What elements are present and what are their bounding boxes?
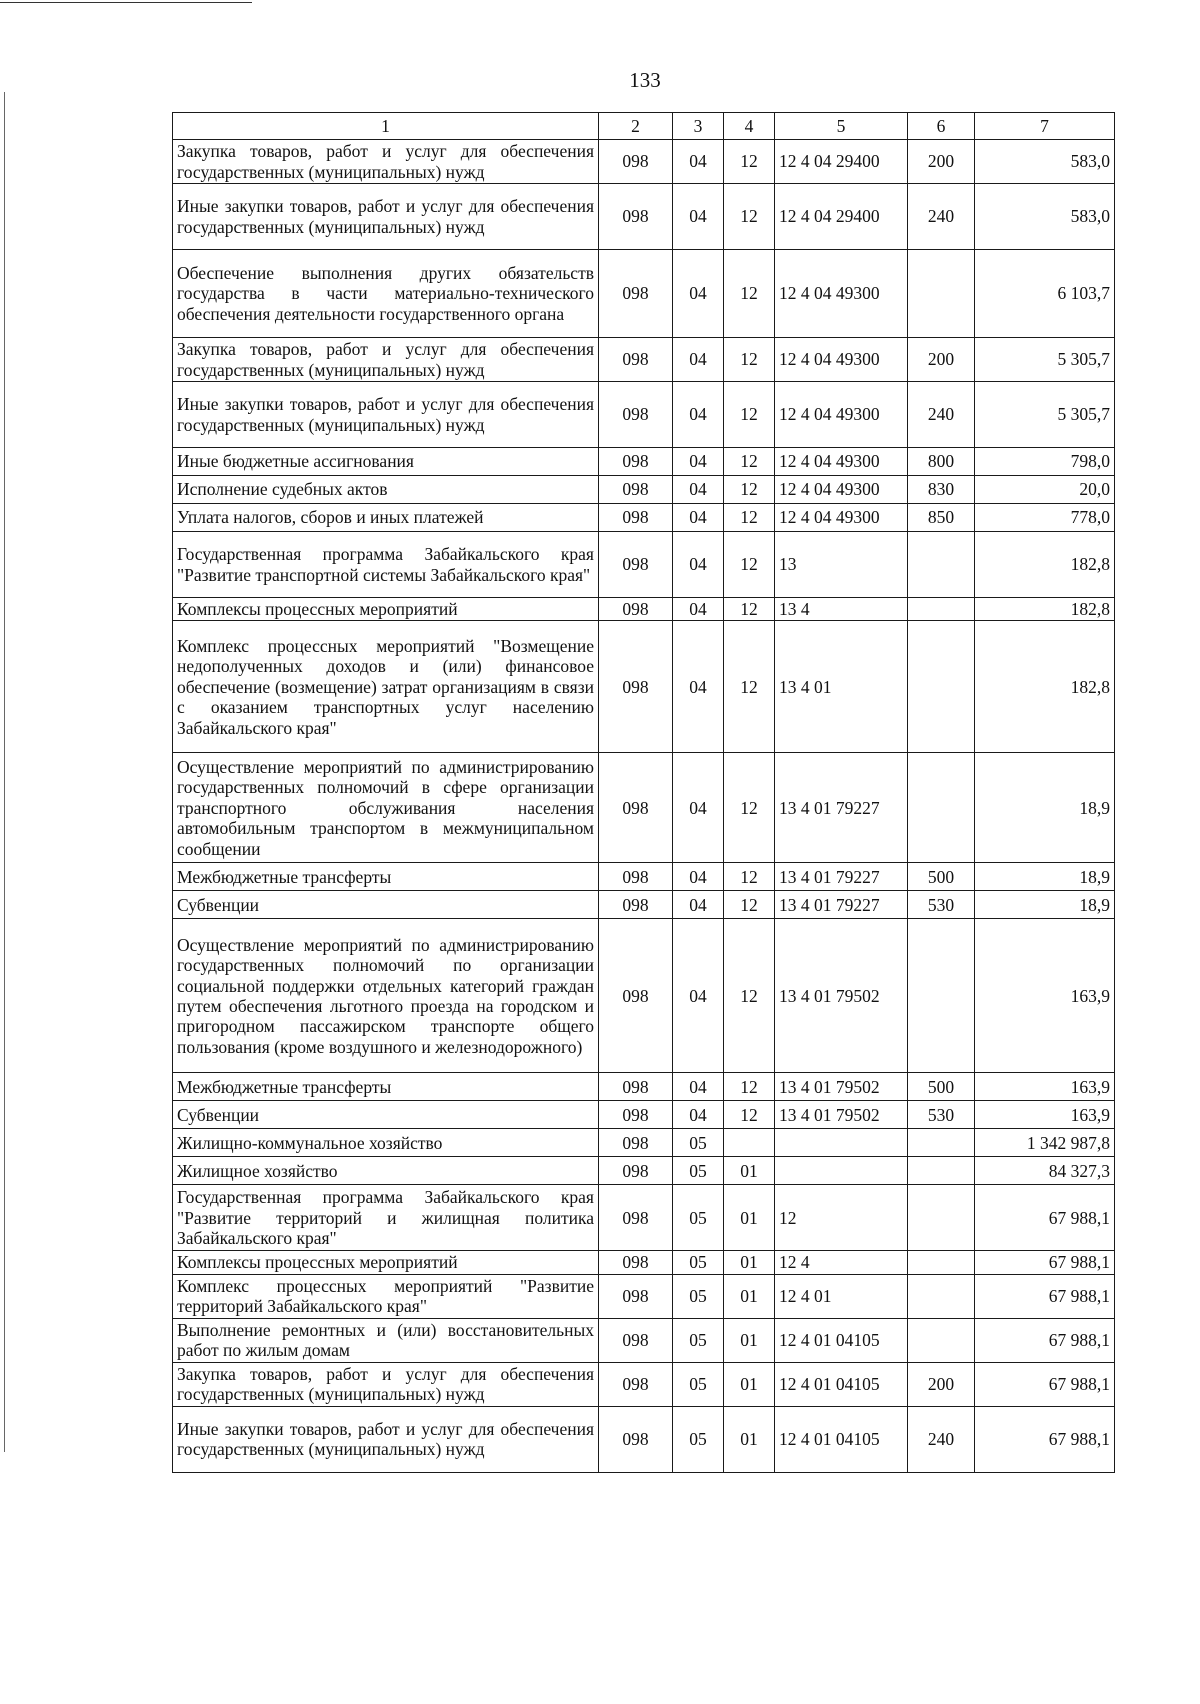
header-row (173, 113, 1115, 140)
subsection-code: 01 (724, 1318, 775, 1362)
admin-code: 098 (599, 532, 673, 598)
admin-code: 098 (599, 476, 673, 504)
subsection-code: 01 (724, 1157, 775, 1185)
admin-code: 098 (599, 1406, 673, 1472)
section-code: 04 (673, 863, 724, 891)
table-row (173, 1073, 1115, 1101)
subsection-code: 01 (724, 1274, 775, 1318)
target-article-code: 13 4 01 79227 (775, 863, 908, 891)
item-name: Уплата налогов, сборов и иных платежей (173, 504, 599, 532)
expense-type-code: 850 (908, 504, 975, 532)
section-code: 04 (673, 448, 724, 476)
subsection-code: 12 (724, 1101, 775, 1129)
table-row (173, 1101, 1115, 1129)
target-article-code: 12 4 04 49300 (775, 338, 908, 382)
expense-type-code: 200 (908, 1362, 975, 1406)
expense-type-code (908, 250, 975, 338)
item-name: Государственная программа Забайкальского края "Развитие транспортной системы Забайкальского края" (173, 532, 599, 598)
amount: 182,8 (975, 621, 1115, 753)
table-row (173, 476, 1115, 504)
admin-code: 098 (599, 753, 673, 863)
section-code: 04 (673, 382, 724, 448)
subsection-code: 12 (724, 863, 775, 891)
table-row (173, 1185, 1115, 1251)
expense-type-code (908, 1251, 975, 1274)
table-row (173, 598, 1115, 621)
table-row (173, 621, 1115, 753)
table-row (173, 1318, 1115, 1362)
target-article-code: 12 4 01 04105 (775, 1406, 908, 1472)
section-code: 04 (673, 184, 724, 250)
subsection-code: 12 (724, 338, 775, 382)
subsection-code: 12 (724, 448, 775, 476)
table-header (173, 113, 1115, 140)
subsection-code: 01 (724, 1185, 775, 1251)
admin-code: 098 (599, 1274, 673, 1318)
section-code: 05 (673, 1251, 724, 1274)
item-name: Осуществление мероприятий по администрированию государственных полномочий по организации социальной поддержки отдельных категорий граждан путем обеспечения льготного проезда на городском и пригородном пассажирском транспорте общего пользования (кроме воздушного и железнодорожного) (173, 919, 599, 1073)
section-code: 05 (673, 1362, 724, 1406)
item-name: Комплекс процессных мероприятий "Возмещение недополученных доходов и (или) финансовое обеспечение (возмещение) затрат организациям в связи с оказанием транспортных услуг населению Забайкальского края" (173, 621, 599, 753)
section-code: 05 (673, 1129, 724, 1157)
header-col-5: 5 (775, 113, 908, 140)
section-code: 04 (673, 532, 724, 598)
header-col-7: 7 (975, 113, 1115, 140)
table-row (173, 250, 1115, 338)
section-code: 05 (673, 1406, 724, 1472)
section-code: 04 (673, 621, 724, 753)
item-name: Иные закупки товаров, работ и услуг для обеспечения государственных (муниципальных) нужд (173, 1406, 599, 1472)
section-code: 05 (673, 1318, 724, 1362)
amount: 20,0 (975, 476, 1115, 504)
scan-margin-line (4, 92, 5, 1452)
target-article-code: 12 4 04 49300 (775, 382, 908, 448)
subsection-code: 01 (724, 1362, 775, 1406)
item-name: Субвенции (173, 891, 599, 919)
item-name: Межбюджетные трансферты (173, 863, 599, 891)
item-name: Выполнение ремонтных и (или) восстановительных работ по жилым домам (173, 1318, 599, 1362)
table-row (173, 919, 1115, 1073)
expense-type-code: 800 (908, 448, 975, 476)
amount: 18,9 (975, 753, 1115, 863)
table-row (173, 338, 1115, 382)
item-name: Комплекс процессных мероприятий "Развитие территорий Забайкальского края" (173, 1274, 599, 1318)
section-code: 04 (673, 338, 724, 382)
section-code: 05 (673, 1185, 724, 1251)
target-article-code: 13 (775, 532, 908, 598)
expense-type-code (908, 621, 975, 753)
item-name: Осуществление мероприятий по администрированию государственных полномочий в сфере организации транспортного обслуживания населения автомобильным транспортом в межмуниципальном сообщении (173, 753, 599, 863)
target-article-code: 12 4 01 04105 (775, 1318, 908, 1362)
expense-type-code (908, 1274, 975, 1318)
section-code: 04 (673, 598, 724, 621)
subsection-code: 12 (724, 504, 775, 532)
subsection-code: 12 (724, 140, 775, 184)
target-article-code: 13 4 01 79227 (775, 753, 908, 863)
table-body (173, 140, 1115, 1473)
admin-code: 098 (599, 250, 673, 338)
amount: 583,0 (975, 184, 1115, 250)
target-article-code: 12 4 04 49300 (775, 504, 908, 532)
amount: 1 342 987,8 (975, 1129, 1115, 1157)
subsection-code: 12 (724, 250, 775, 338)
item-name: Межбюджетные трансферты (173, 1073, 599, 1101)
amount: 182,8 (975, 532, 1115, 598)
admin-code: 098 (599, 382, 673, 448)
section-code: 04 (673, 476, 724, 504)
item-name: Государственная программа Забайкальского края "Развитие территорий и жилищная политика Забайкальского края" (173, 1185, 599, 1251)
subsection-code: 12 (724, 532, 775, 598)
header-col-6: 6 (908, 113, 975, 140)
section-code: 04 (673, 1101, 724, 1129)
section-code: 04 (673, 919, 724, 1073)
item-name: Иные бюджетные ассигнования (173, 448, 599, 476)
amount: 6 103,7 (975, 250, 1115, 338)
amount: 778,0 (975, 504, 1115, 532)
target-article-code: 12 4 04 49300 (775, 250, 908, 338)
admin-code: 098 (599, 621, 673, 753)
subsection-code: 12 (724, 891, 775, 919)
table-row (173, 532, 1115, 598)
admin-code: 098 (599, 448, 673, 476)
table-row (173, 1129, 1115, 1157)
item-name: Обеспечение выполнения других обязательств государства в части материально-технического обеспечения деятельности государственного органа (173, 250, 599, 338)
expense-type-code: 240 (908, 184, 975, 250)
expense-type-code: 240 (908, 382, 975, 448)
table-row (173, 1362, 1115, 1406)
item-name: Закупка товаров, работ и услуг для обеспечения государственных (муниципальных) нужд (173, 1362, 599, 1406)
section-code: 04 (673, 504, 724, 532)
target-article-code: 12 4 04 29400 (775, 140, 908, 184)
item-name: Жилищно-коммунальное хозяйство (173, 1129, 599, 1157)
expense-type-code (908, 1129, 975, 1157)
target-article-code: 13 4 01 (775, 621, 908, 753)
header-col-3: 3 (673, 113, 724, 140)
subsection-code: 12 (724, 753, 775, 863)
target-article-code: 13 4 01 79502 (775, 919, 908, 1073)
target-article-code: 13 4 01 79502 (775, 1101, 908, 1129)
amount: 583,0 (975, 140, 1115, 184)
table-row (173, 1406, 1115, 1472)
item-name: Закупка товаров, работ и услуг для обеспечения государственных (муниципальных) нужд (173, 338, 599, 382)
table-row (173, 891, 1115, 919)
amount: 67 988,1 (975, 1318, 1115, 1362)
expense-type-code: 500 (908, 863, 975, 891)
admin-code: 098 (599, 504, 673, 532)
item-name: Комплексы процессных мероприятий (173, 598, 599, 621)
admin-code: 098 (599, 863, 673, 891)
table-row (173, 1274, 1115, 1318)
table-row (173, 753, 1115, 863)
item-name: Исполнение судебных актов (173, 476, 599, 504)
section-code: 04 (673, 891, 724, 919)
table-row (173, 504, 1115, 532)
target-article-code (775, 1129, 908, 1157)
amount: 163,9 (975, 1101, 1115, 1129)
table-row (173, 863, 1115, 891)
item-name: Жилищное хозяйство (173, 1157, 599, 1185)
subsection-code: 12 (724, 1073, 775, 1101)
expense-type-code (908, 1185, 975, 1251)
subsection-code: 12 (724, 621, 775, 753)
expense-type-code (908, 1157, 975, 1185)
amount: 163,9 (975, 919, 1115, 1073)
table-row (173, 382, 1115, 448)
admin-code: 098 (599, 1129, 673, 1157)
expense-type-code: 200 (908, 140, 975, 184)
table-row (173, 1251, 1115, 1274)
section-code: 05 (673, 1157, 724, 1185)
admin-code: 098 (599, 338, 673, 382)
item-name: Иные закупки товаров, работ и услуг для обеспечения государственных (муниципальных) нужд (173, 382, 599, 448)
admin-code: 098 (599, 919, 673, 1073)
amount: 67 988,1 (975, 1251, 1115, 1274)
admin-code: 098 (599, 1185, 673, 1251)
target-article-code: 12 4 04 49300 (775, 448, 908, 476)
table-row (173, 448, 1115, 476)
section-code: 05 (673, 1274, 724, 1318)
amount: 18,9 (975, 863, 1115, 891)
target-article-code (775, 1157, 908, 1185)
expense-type-code: 530 (908, 1101, 975, 1129)
expense-type-code: 500 (908, 1073, 975, 1101)
subsection-code: 01 (724, 1251, 775, 1274)
target-article-code: 12 4 01 (775, 1274, 908, 1318)
expense-type-code: 240 (908, 1406, 975, 1472)
target-article-code: 12 4 04 29400 (775, 184, 908, 250)
subsection-code: 12 (724, 919, 775, 1073)
table-row (173, 140, 1115, 184)
item-name: Иные закупки товаров, работ и услуг для обеспечения государственных (муниципальных) нужд (173, 184, 599, 250)
target-article-code: 12 4 (775, 1251, 908, 1274)
scan-edge-line (0, 2, 252, 3)
amount: 18,9 (975, 891, 1115, 919)
section-code: 04 (673, 1073, 724, 1101)
amount: 67 988,1 (975, 1274, 1115, 1318)
amount: 163,9 (975, 1073, 1115, 1101)
admin-code: 098 (599, 598, 673, 621)
admin-code: 098 (599, 1101, 673, 1129)
item-name: Комплексы процессных мероприятий (173, 1251, 599, 1274)
admin-code: 098 (599, 1073, 673, 1101)
amount: 5 305,7 (975, 382, 1115, 448)
target-article-code: 12 4 01 04105 (775, 1362, 908, 1406)
subsection-code: 12 (724, 184, 775, 250)
header-col-1: 1 (173, 113, 599, 140)
subsection-code: 12 (724, 382, 775, 448)
admin-code: 098 (599, 1157, 673, 1185)
page-number: 133 (629, 68, 661, 92)
amount: 5 305,7 (975, 338, 1115, 382)
expense-type-code (908, 598, 975, 621)
section-code: 04 (673, 250, 724, 338)
subsection-code (724, 1129, 775, 1157)
amount: 182,8 (975, 598, 1115, 621)
amount: 67 988,1 (975, 1362, 1115, 1406)
subsection-code: 01 (724, 1406, 775, 1472)
section-code: 04 (673, 753, 724, 863)
expense-type-code (908, 753, 975, 863)
header-col-4: 4 (724, 113, 775, 140)
subsection-code: 12 (724, 476, 775, 504)
subsection-code: 12 (724, 598, 775, 621)
admin-code: 098 (599, 184, 673, 250)
section-code: 04 (673, 140, 724, 184)
admin-code: 098 (599, 891, 673, 919)
admin-code: 098 (599, 1318, 673, 1362)
admin-code: 098 (599, 1251, 673, 1274)
amount: 798,0 (975, 448, 1115, 476)
item-name: Субвенции (173, 1101, 599, 1129)
expense-type-code: 830 (908, 476, 975, 504)
target-article-code: 12 (775, 1185, 908, 1251)
item-name: Закупка товаров, работ и услуг для обеспечения государственных (муниципальных) нужд (173, 140, 599, 184)
expense-type-code (908, 919, 975, 1073)
table-row (173, 184, 1115, 250)
expense-type-code (908, 532, 975, 598)
target-article-code: 13 4 01 79227 (775, 891, 908, 919)
budget-table (172, 112, 1115, 1473)
admin-code: 098 (599, 140, 673, 184)
expense-type-code: 530 (908, 891, 975, 919)
amount: 84 327,3 (975, 1157, 1115, 1185)
admin-code: 098 (599, 1362, 673, 1406)
amount: 67 988,1 (975, 1406, 1115, 1472)
amount: 67 988,1 (975, 1185, 1115, 1251)
target-article-code: 13 4 01 79502 (775, 1073, 908, 1101)
target-article-code: 13 4 (775, 598, 908, 621)
table-row (173, 1157, 1115, 1185)
expense-type-code (908, 1318, 975, 1362)
target-article-code: 12 4 04 49300 (775, 476, 908, 504)
expense-type-code: 200 (908, 338, 975, 382)
header-col-2: 2 (599, 113, 673, 140)
